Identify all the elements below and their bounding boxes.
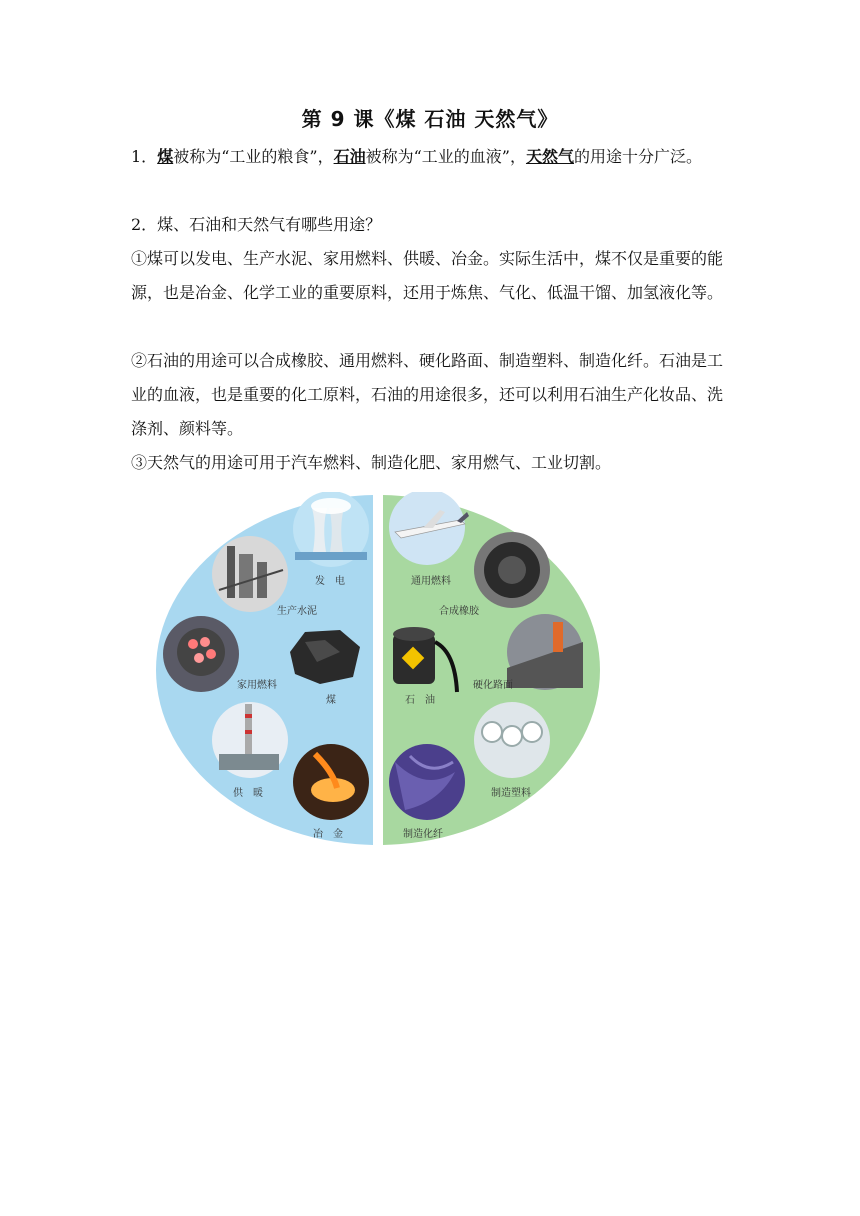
paragraph-4: ②石油的用途可以合成橡胶、通用燃料、硬化路面、制造塑料、制造化纤。石油是工业的血液，也是重要的化工原料，石油的用途很多，还可以利用石油生产化妆品、洗涤剂、颜料等。 — [131, 351, 724, 438]
photo-fabric — [389, 744, 465, 820]
photo-chimney — [212, 702, 288, 778]
label-road-paving: 硬化路面 — [473, 680, 513, 691]
photo-pipes — [474, 702, 550, 778]
p1-number: 1． — [131, 147, 158, 166]
label-plastic: 制造塑料 — [491, 788, 531, 799]
paragraph-3: ①煤可以发电、生产水泥、家用燃料、供暖、冶金。实际生活中，煤不仅是重要的能源，也是冶金、化学工业的重要原料，还用于炼焦、气化、低温干馏、加氢液化等。 — [131, 249, 724, 302]
label-metallurgy: 冶 金 — [313, 829, 343, 840]
label-household-fuel: 家用燃料 — [237, 680, 277, 691]
term-oil: 石油 — [333, 147, 366, 166]
term-coal: 煤 — [157, 147, 174, 166]
p1-text-3: 的用途十分广泛。 — [573, 147, 702, 166]
label-synthetic-rubber: 合成橡胶 — [439, 606, 479, 617]
uses-illustration — [155, 492, 605, 852]
p1-text-1: 被称为“工业的粮食”， — [173, 147, 334, 166]
label-general-fuel: 通用燃料 — [411, 576, 451, 587]
label-coal: 煤 — [326, 695, 336, 706]
uses-diagram — [155, 492, 605, 852]
label-chemical-fiber: 制造化纤 — [403, 829, 443, 840]
photo-tire — [474, 532, 550, 608]
term-natural-gas: 天然气 — [525, 147, 574, 166]
label-cement: 生产水泥 — [277, 606, 317, 617]
photo-stove-flame — [163, 616, 239, 692]
paragraph-5: ③天然气的用途可用于汽车燃料、制造化肥、家用燃气、工业切割。 — [131, 453, 612, 472]
photo-cement-plant — [212, 536, 288, 612]
label-heating: 供 暖 — [233, 788, 263, 799]
label-power: 发 电 — [315, 576, 345, 587]
paragraph-1 — [131, 140, 731, 174]
lesson-title: 第 9 课《煤 石油 天然气》 — [301, 107, 559, 131]
label-oil: 石 油 — [405, 695, 435, 706]
paragraph-2: 2．煤、石油和天然气有哪些用途？ — [131, 215, 382, 234]
p1-text-2: 被称为“工业的血液”， — [365, 147, 526, 166]
photo-road-paving — [507, 614, 583, 690]
photo-molten-metal — [293, 744, 369, 820]
photo-coal-lump — [290, 630, 360, 684]
photo-power-plant — [293, 492, 369, 567]
